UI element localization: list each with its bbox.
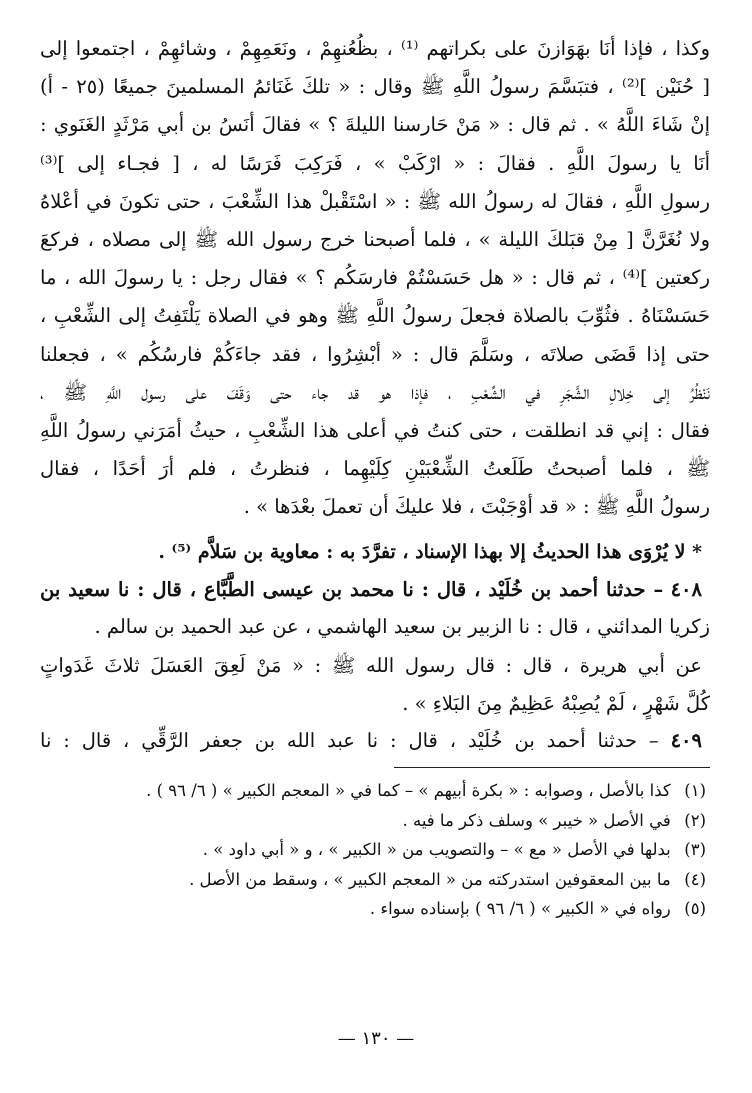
- hadith-408: [40, 572, 710, 723]
- text-line: رسولُ اللَّهِ ﷺ : « قد أوْجَبْتَ ، فلا عليكَ أن تعملَ بعْدَها » .: [243, 495, 710, 519]
- footnote: [40, 776, 710, 806]
- footnote-divider: [394, 767, 710, 768]
- footnote-text: بدلها في الأصل « مع » – والتصويب من « الكبير » ، و « أبي داود » .: [202, 840, 671, 859]
- hadith-line: – حدثنا أحمد بن خُلَيْد ، قال : نا محمد بن عيسى الطَّبَّاع ، قال : نا سعيد بن: [40, 578, 664, 602]
- text-line: [ حُنَيْن ]⁽²⁾ ، فتبَسَّمَ رسولُ اللَّهِ ﷺ وقال : « تلكَ غَنَائمُ المسلمينَ جميعًا (٢٥ - أ): [40, 75, 710, 99]
- text-line: حَسَسْنَاهُ . فثُوِّبَ بالصلاة فجعلَ رسولُ اللَّهِ ﷺ وهو في الصلاة يَلْتَفِتُ إلى الشِّعْبِ ،: [40, 304, 710, 328]
- transmission-note: * لا يُرْوَى هذا الحديثُ إلا بهذا الإسناد ، تفرَّدَ به : معاوية بن سَلاَّم ⁽⁵⁾ .: [158, 541, 702, 564]
- main-text: [40, 30, 710, 526]
- footnote-text: في الأصل « خيبر » وسلف ذكر ما فيه .: [402, 810, 671, 830]
- hadith-number: ٤٠٩: [670, 729, 702, 752]
- hadith-409: [40, 723, 710, 759]
- footnote-text: كذا بالأصل ، وصوابه : « بكرة أبيهم » – كما في « المعجم الكبير » ( ٦/ ٩٦ ) .: [146, 781, 671, 800]
- footnote: [40, 835, 710, 865]
- footnote-number: (١): [684, 781, 706, 800]
- hadith-line: كُلَّ شَهْرٍ ، لَمْ يُصِبْهُ عَظِيمٌ مِنَ البَلاءِ » .: [402, 691, 710, 715]
- footnote: [40, 865, 710, 895]
- hadith-line: – حدثنا أحمد بن خُلَيْد ، قال : نا عبد الله بن جعفر الرَّقِّي ، قال : نا: [40, 729, 659, 752]
- hadith-408-head: [40, 572, 710, 608]
- text-line: أنَا يا رسولَ اللَّهِ . فقالَ : « ارْكَبْ » ، فَرَكِبَ فَرَسًا له ، [ فجـاء إلى ]⁽³⁾: [40, 151, 710, 175]
- hadith-line: عن أبي هريرة ، قال : قال رسول الله ﷺ : « مَنْ لَعِقَ العَسَلَ ثلاثَ غَدَواتٍ: [40, 653, 702, 677]
- footnote: [40, 894, 710, 924]
- text-line: إنْ شَاءَ اللَّهُ » . ثم قال : « مَنْ حَارسنا الليلةَ ؟ » فقالَ أنَسُ بن أبي مَرْثَدٍ الغَنَوي :: [40, 113, 710, 137]
- text-line: ﷺ ، فلما أصبحتُ طَلَعتُ الشِّعْبَيْنِ كِلَيْهِما ، فنظرتُ ، فلم أرَ أحَدًا ، فقال: [40, 457, 710, 481]
- hadith-line: زكريا المدائني ، قال : نا الزبير بن سعيد الهاشمي ، عن عبد الحميد بن سالم .: [94, 615, 710, 639]
- footnote-text: ما بين المعقوفين استدركته من « المعجم الكبير » ، وسقط من الأصل .: [189, 869, 671, 889]
- text-line: ولا نُغَرَّنَّ [ مِنْ قبَلكَ الليلة » ، فلما أصبحنا خرج رسول الله ﷺ إلى مصلاه ، فركعَ: [40, 227, 710, 251]
- footnotes: [40, 776, 710, 924]
- hadith-number: ٤٠٨: [670, 578, 702, 602]
- text-line: نَنْظُرُ إلى خِلالِ الشَّجَرِ في الشِّعْبِ ، فإذا هو قد جاء حتى وَقَفَ على رسول اللَّهِ ﷺ ،: [40, 380, 710, 404]
- text-line: فقال : إني قد انطلقت ، حتى كنتُ في أعلى هذا الشِّعْبِ ، حيثُ أمَرَني رسولُ اللَّهِ: [40, 418, 710, 442]
- text-line: وكذا ، فإذا أنَا بهَوَازنَ على بكراتهم ⁽¹⁾ ، بظُعُنهِمْ ، ونَعَمِهِمْ ، وشائهِمْ ، اجتمعوا إلى: [40, 37, 710, 60]
- footnote: [40, 806, 710, 836]
- footnote-number: (٥): [684, 899, 706, 918]
- text-line: رسولِ اللَّهِ ، فقالَ له رسولُ الله ﷺ : « اسْتَقْبلْ هذا الشِّعْبَ ، حتى تكونَ في أعْلاهُ: [40, 189, 710, 213]
- footnote-number: (٤): [684, 869, 706, 889]
- text-line: حتى إذا قَضَى صلاتَه ، وسَلَّمَ قال : « أبْشِرُوا ، فقد جاءَكُمْ فارسُكُم » ، فجعلنا: [40, 342, 710, 366]
- footnote-text: رواه في « الكبير » ( ٦/ ٩٦ ) بإسناده سواء .: [369, 899, 671, 918]
- footnote-number: (٢): [684, 810, 706, 830]
- page-number: — ١٣٠ —: [337, 1028, 415, 1049]
- footnote-number: (٣): [684, 840, 706, 859]
- text-line: ركعتين ]⁽⁴⁾ ، ثم قال : « هل حَسَسْتُمْ فارسَكُم ؟ » فقال رجل : يا رسولَ الله ، ما: [40, 266, 710, 290]
- hadith-409-head: [40, 723, 710, 759]
